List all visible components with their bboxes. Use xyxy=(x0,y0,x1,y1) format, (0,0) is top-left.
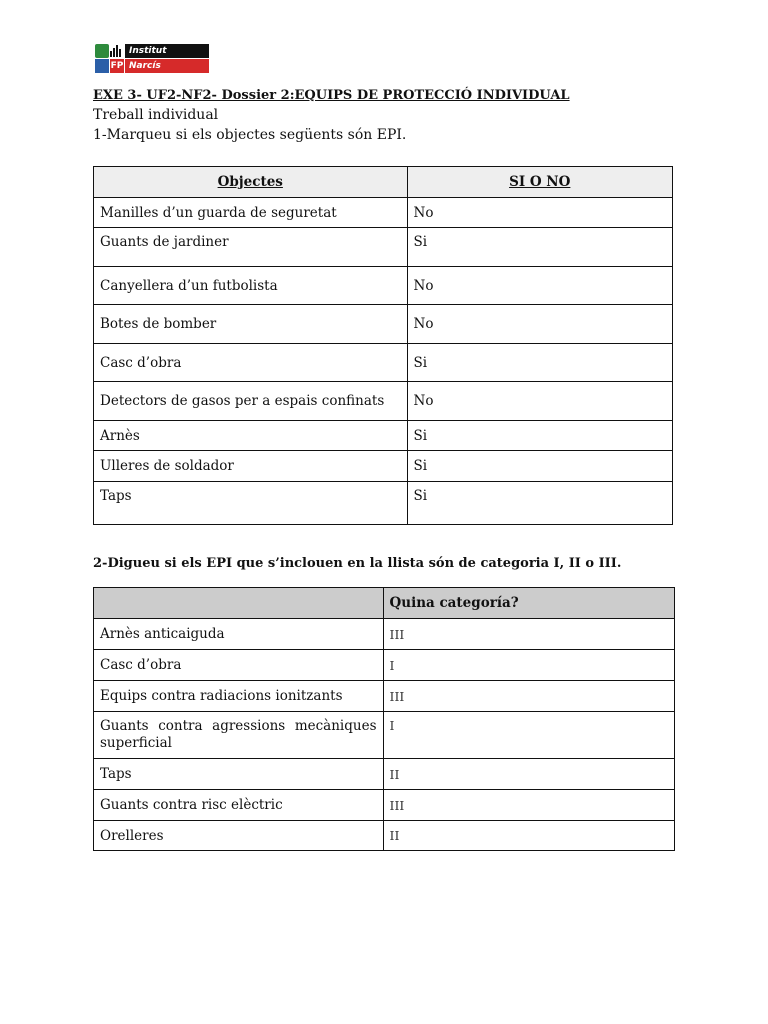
answer-cell: Si xyxy=(407,344,673,382)
epi-cell: Casc d’obra xyxy=(94,650,384,681)
subtitle: Treball individual xyxy=(93,107,219,123)
category-cell: I xyxy=(383,712,675,759)
header-quina-categoria: Quina categoría? xyxy=(383,588,675,619)
table-row xyxy=(94,650,675,681)
table-row xyxy=(94,681,675,712)
header-objectes: Objectes xyxy=(94,167,408,198)
answer-cell: No xyxy=(407,305,673,344)
object-cell: Manilles d’un guarda de seguretat xyxy=(94,198,408,228)
epi-cell: Guants contra agressions mecàniques superficial xyxy=(94,712,384,759)
object-cell: Guants de jardiner xyxy=(94,228,408,267)
institut-logo xyxy=(95,44,209,85)
question-1: 1-Marqueu si els objectes següents són EPI. xyxy=(93,127,407,143)
answer-cell: No xyxy=(407,198,673,228)
object-cell: Botes de bomber xyxy=(94,305,408,344)
object-cell: Arnès xyxy=(94,421,408,451)
epi-cell: Guants contra risc elèctric xyxy=(94,790,384,821)
table-header-row xyxy=(94,588,675,619)
category-cell: II xyxy=(383,759,675,790)
category-cell: I xyxy=(383,650,675,681)
table-row xyxy=(94,382,673,421)
table-row xyxy=(94,790,675,821)
category-cell: III xyxy=(383,681,675,712)
category-table xyxy=(93,587,675,851)
table-row xyxy=(94,198,673,228)
table-row xyxy=(94,344,673,382)
category-cell: III xyxy=(383,790,675,821)
epi-table xyxy=(93,166,673,525)
object-cell: Taps xyxy=(94,482,408,525)
epi-cell: Orelleres xyxy=(94,821,384,851)
table-row xyxy=(94,228,673,267)
category-cell: II xyxy=(383,821,675,851)
answer-cell: No xyxy=(407,267,673,305)
epi-cell: Arnès anticaiguda xyxy=(94,619,384,650)
table-row xyxy=(94,305,673,344)
header-empty xyxy=(94,588,384,619)
answer-cell: Si xyxy=(407,421,673,451)
building-bars-icon xyxy=(110,45,122,57)
page-title: EXE 3- UF2-NF2- Dossier 2:EQUIPS DE PROTECCIÓ INDIVIDUAL xyxy=(93,88,570,103)
school-emblem-icon xyxy=(95,44,109,58)
answer-cell: Si xyxy=(407,482,673,525)
answer-cell: Si xyxy=(407,451,673,482)
table-row xyxy=(94,712,675,759)
answer-cell: Si xyxy=(407,228,673,267)
table-row xyxy=(94,421,673,451)
object-cell: Canyellera d’un futbolista xyxy=(94,267,408,305)
logo-name-text: Narcís Monturiol xyxy=(125,59,209,73)
epi-cell: Taps xyxy=(94,759,384,790)
table-row xyxy=(94,451,673,482)
object-cell: Detectors de gasos per a espais confinats xyxy=(94,382,408,421)
table-header-row xyxy=(94,167,673,198)
logo-square-icon xyxy=(95,59,109,73)
question-2: 2-Digueu si els EPI que s’inclouen en la llista són de categoria I, II o III. xyxy=(93,556,622,571)
table-row xyxy=(94,482,673,525)
logo-fp-badge: FP xyxy=(110,61,124,71)
answer-cell: No xyxy=(407,382,673,421)
table-row xyxy=(94,821,675,851)
table-row xyxy=(94,619,675,650)
logo-institut-text: Institut xyxy=(125,44,209,58)
object-cell: Ulleres de soldador xyxy=(94,451,408,482)
table-row xyxy=(94,267,673,305)
table-row xyxy=(94,759,675,790)
category-cell: III xyxy=(383,619,675,650)
header-si-o-no: SI O NO xyxy=(407,167,673,198)
epi-cell: Equips contra radiacions ionitzants xyxy=(94,681,384,712)
object-cell: Casc d’obra xyxy=(94,344,408,382)
